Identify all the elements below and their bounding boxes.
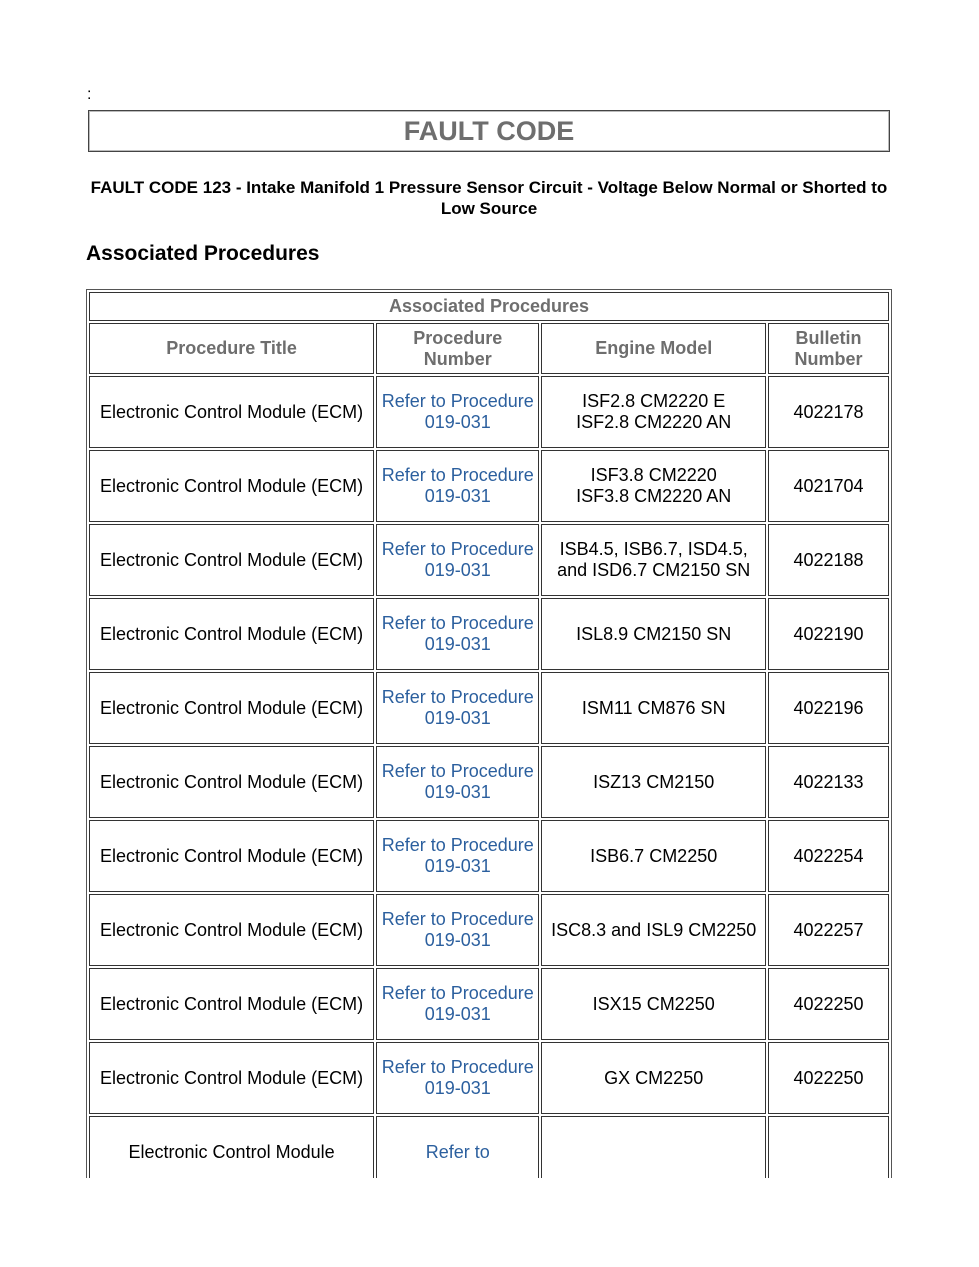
section-heading: Associated Procedures: [86, 242, 320, 265]
engine-model-cell: ISM11 CM876 SN: [541, 672, 766, 744]
bulletin-number-cell: 4022257: [768, 894, 889, 966]
bulletin-number-cell: 4022196: [768, 672, 889, 744]
table-caption-row: [89, 292, 889, 321]
engine-model-cell: ISF3.8 CM2220 ISF3.8 CM2220 AN: [541, 450, 766, 522]
bulletin-number-cell: 4022250: [768, 1042, 889, 1114]
procedure-link[interactable]: Refer to Procedure 019-031: [376, 524, 539, 596]
table-row: [89, 598, 889, 670]
table-row: [89, 1042, 889, 1114]
procedure-link[interactable]: Refer to Procedure 019-031: [376, 376, 539, 448]
procedure-title-cell: Electronic Control Module (ECM): [89, 598, 374, 670]
bulletin-number-cell: 4022190: [768, 598, 889, 670]
col-header-bulletin-number: Bulletin Number: [768, 323, 889, 374]
bulletin-number-cell: 4022254: [768, 820, 889, 892]
bulletin-number-cell: 4022133: [768, 746, 889, 818]
col-header-procedure-number: Procedure Number: [376, 323, 539, 374]
fault-code-header: FAULT CODE: [403, 115, 575, 146]
procedure-link[interactable]: Refer to Procedure 019-031: [376, 598, 539, 670]
table-caption: Associated Procedures: [89, 292, 889, 321]
table-row: [89, 524, 889, 596]
procedure-link[interactable]: Refer to: [376, 1116, 539, 1178]
procedure-title-cell: Electronic Control Module: [89, 1116, 374, 1178]
procedure-title-cell: Electronic Control Module (ECM): [89, 450, 374, 522]
procedure-link[interactable]: Refer to Procedure 019-031: [376, 1042, 539, 1114]
table-row: [89, 672, 889, 744]
bulletin-number-cell: 4022188: [768, 524, 889, 596]
engine-model-cell: ISF2.8 CM2220 E ISF2.8 CM2220 AN: [541, 376, 766, 448]
engine-model-cell: ISB4.5, ISB6.7, ISD4.5, and ISD6.7 CM2150 SN: [541, 524, 766, 596]
engine-model-cell: ISX15 CM2250: [541, 968, 766, 1040]
procedure-link[interactable]: Refer to Procedure 019-031: [376, 672, 539, 744]
col-header-engine-model: Engine Model: [541, 323, 766, 374]
fault-code-header-box: [88, 110, 890, 152]
leading-colon: :: [87, 86, 92, 103]
procedure-title-cell: Electronic Control Module (ECM): [89, 1042, 374, 1114]
procedure-title-cell: Electronic Control Module (ECM): [89, 524, 374, 596]
table-body: [89, 376, 889, 1178]
engine-model-cell: ISL8.9 CM2150 SN: [541, 598, 766, 670]
procedure-title-cell: Electronic Control Module (ECM): [89, 820, 374, 892]
col-header-procedure-title: Procedure Title: [89, 323, 374, 374]
procedure-title-cell: Electronic Control Module (ECM): [89, 746, 374, 818]
procedure-title-cell: Electronic Control Module (ECM): [89, 894, 374, 966]
bulletin-number-cell: 4021704: [768, 450, 889, 522]
engine-model-cell: ISB6.7 CM2250: [541, 820, 766, 892]
table-row: [89, 1116, 889, 1178]
table-header-row: [89, 323, 889, 374]
table-row: [89, 450, 889, 522]
fault-code-title: FAULT CODE 123 - Intake Manifold 1 Pressure Sensor Circuit - Voltage Below Normal or Shorted to Low Source: [90, 178, 888, 218]
procedure-link[interactable]: Refer to Procedure 019-031: [376, 894, 539, 966]
table-row: [89, 746, 889, 818]
table-row: [89, 968, 889, 1040]
bulletin-number-cell: [768, 1116, 889, 1178]
engine-model-cell: GX CM2250: [541, 1042, 766, 1114]
procedure-link[interactable]: Refer to Procedure 019-031: [376, 746, 539, 818]
bulletin-number-cell: 4022178: [768, 376, 889, 448]
table-row: [89, 894, 889, 966]
bulletin-number-cell: 4022250: [768, 968, 889, 1040]
procedure-title-cell: Electronic Control Module (ECM): [89, 968, 374, 1040]
procedure-title-cell: Electronic Control Module (ECM): [89, 376, 374, 448]
engine-model-cell: [541, 1116, 766, 1178]
procedure-link[interactable]: Refer to Procedure 019-031: [376, 450, 539, 522]
procedure-link[interactable]: Refer to Procedure 019-031: [376, 820, 539, 892]
engine-model-cell: ISZ13 CM2150: [541, 746, 766, 818]
table-row: [89, 820, 889, 892]
table-row: [89, 376, 889, 448]
procedure-title-cell: Electronic Control Module (ECM): [89, 672, 374, 744]
procedures-table: [86, 289, 892, 1178]
procedures-table-wrapper: [86, 289, 892, 1178]
engine-model-cell: ISC8.3 and ISL9 CM2250: [541, 894, 766, 966]
procedure-link[interactable]: Refer to Procedure 019-031: [376, 968, 539, 1040]
